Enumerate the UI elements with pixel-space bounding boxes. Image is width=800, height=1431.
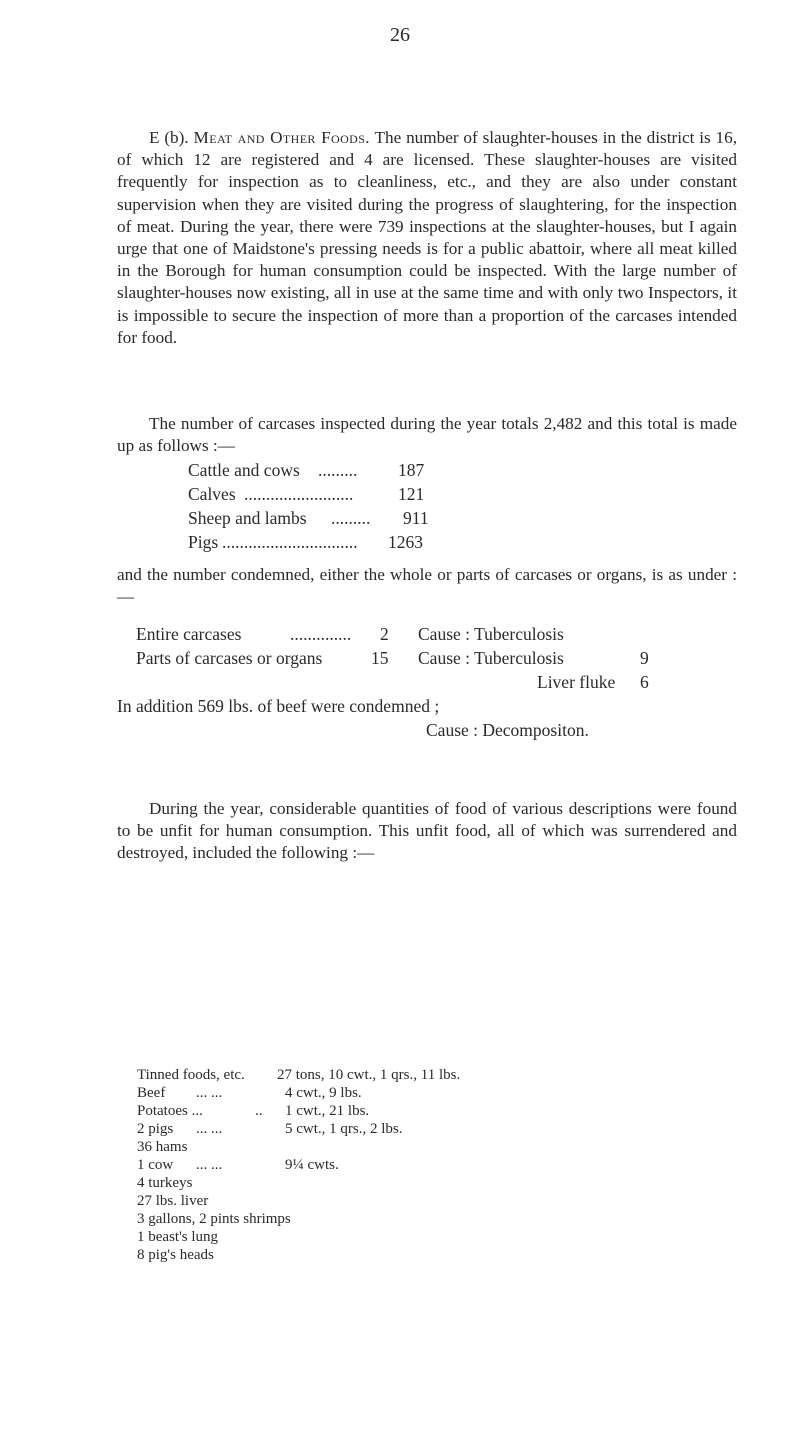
leader-dots: ... ... (196, 1085, 223, 1101)
carcase-row-label: Calves (188, 484, 236, 504)
addition-text: In addition 569 lbs. of beef were condemned ; (117, 696, 440, 716)
list-item-quantity: 1 cwt., 21 lbs. (285, 1103, 370, 1119)
parts-value: 15 (371, 648, 389, 668)
carcase-row-label: Sheep and lambs (188, 508, 307, 528)
addition-cause: Cause : Decompositon. (426, 720, 589, 740)
list-item: Potatoes ... (137, 1103, 203, 1119)
leader-dots: ... ... (196, 1121, 223, 1137)
list-item: 1 beast's lung (137, 1229, 219, 1245)
unfit-food-paragraph: During the year, considerable quantities of food of various descriptions were found to be unfit for human consumption. This unfit food, all of which was surrendered and destroyed, included the following :— (117, 799, 737, 863)
list-item: Beef (137, 1085, 166, 1101)
section-label: E (b). (149, 128, 189, 147)
leader-dots: ......... (331, 508, 371, 528)
list-item-quantity: 5 cwt., 1 qrs., 2 lbs. (285, 1121, 403, 1137)
list-item: 2 pigs (137, 1121, 174, 1137)
leader-dots: ............................... (222, 532, 358, 552)
list-item: 27 lbs. liver (137, 1193, 209, 1209)
leader-dots: .............. (290, 624, 352, 644)
page-number: 26 (390, 24, 410, 46)
carcases-intro: The number of carcases inspected during the year totals 2,482 and this total is made up as follows :— (117, 414, 737, 456)
carcase-row-label: Cattle and cows (188, 460, 300, 480)
list-item: 3 gallons, 2 pints shrimps (137, 1211, 291, 1227)
entire-carcases-value: 2 (380, 624, 389, 644)
leader-dots: .. (255, 1103, 263, 1119)
carcase-row-value: 911 (403, 508, 429, 528)
list-item: Tinned foods, etc. (137, 1067, 245, 1083)
liver-fluke-label: Liver fluke (537, 672, 616, 692)
list-item-quantity: 4 cwt., 9 lbs. (285, 1085, 362, 1101)
list-item: 4 turkeys (137, 1175, 193, 1191)
carcase-row-label: Pigs (188, 532, 219, 552)
section-paragraph (117, 127, 737, 349)
list-item-quantity: 27 tons, 10 cwt., 1 qrs., 11 lbs. (277, 1067, 461, 1083)
leader-dots: ......... (318, 460, 358, 480)
carcase-row-value: 121 (398, 484, 425, 504)
liver-fluke-value: 6 (640, 672, 649, 692)
list-item: 36 hams (137, 1139, 188, 1155)
entire-carcases-cause: Cause : Tuberculosis (418, 624, 564, 644)
parts-cause: Cause : Tuberculosis (418, 648, 564, 668)
section-text: The number of slaughter-houses in the district is 16, of which 12 are registered and 4 are licensed. These slaughter-houses are visited frequently for inspection as to cleanliness, etc., and they are also under constant supervision when they are visited during the progress of slaughtering, for the inspection of meat. During the year, there were 739 inspections at the slaughter-houses, but I again urge that one of Maidstone's pressing needs is for a public abattoir, where all meat killed in the Borough for human consumption could be inspected. With the large number of slaughter-houses now existing, all in use at the same time and with only two Inspectors, it is impossible to secure the inspection of more than a proportion of the carcases intended for food. (117, 128, 737, 347)
carcase-row-value: 1263 (388, 532, 423, 552)
list-item: 1 cow (137, 1157, 174, 1173)
carcase-row-value: 187 (398, 460, 425, 480)
parts-label: Parts of carcases or organs (136, 648, 323, 668)
condemned-intro: and the number condemned, either the whole or parts of carcases or organs, is as under :— (117, 565, 737, 607)
parts-tb-value: 9 (640, 648, 649, 668)
leader-dots: ......................... (244, 484, 354, 504)
entire-carcases-label: Entire carcases (136, 624, 242, 644)
leader-dots: ... ... (196, 1157, 223, 1173)
section-title: Meat and Other Foods. (193, 128, 370, 147)
list-item-quantity: 9¼ cwts. (285, 1157, 339, 1173)
list-item: 8 pig's heads (137, 1247, 214, 1263)
